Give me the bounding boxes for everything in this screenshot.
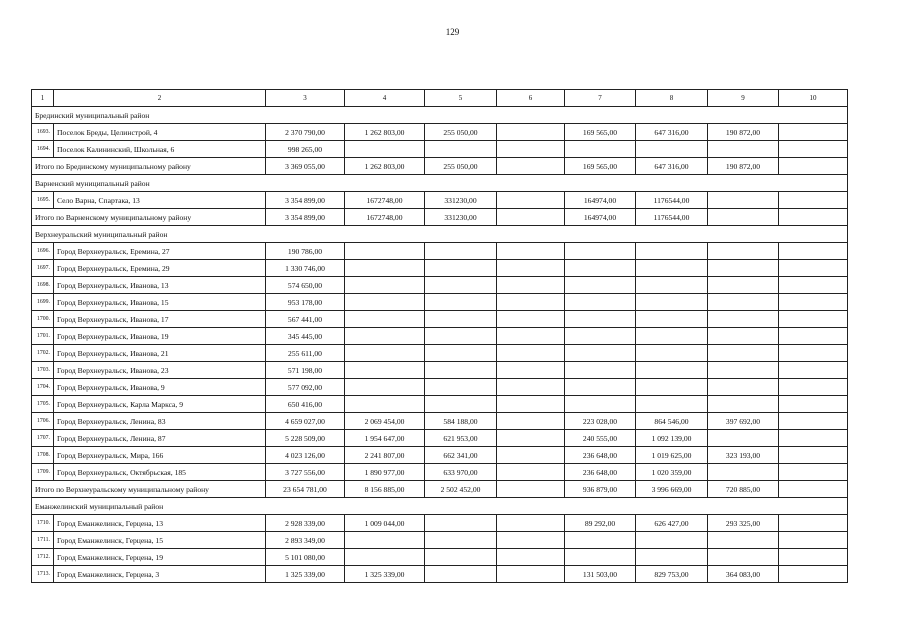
address-cell: Поселок Бреды, Целинстрой, 4 [54,124,266,141]
amount-cell: 633 970,00 [425,464,497,481]
amount-cell [708,430,779,447]
amount-cell [565,243,636,260]
amount-cell [425,260,497,277]
district-section-row [32,175,848,192]
amount-cell [497,209,565,226]
table-row [32,413,848,430]
row-number: 1713. [32,566,54,583]
amount-cell [636,311,708,328]
amount-cell: 190 786,00 [266,243,345,260]
amount-cell: 1176544,00 [636,209,708,226]
amount-cell: 345 445,00 [266,328,345,345]
address-cell: Поселок Калининский, Школьная, 6 [54,141,266,158]
column-header: 7 [565,90,636,107]
table-row [32,549,848,566]
amount-cell: 236 648,00 [565,447,636,464]
amount-cell [565,362,636,379]
address-cell: Город Еманжелинск, Герцена, 15 [54,532,266,549]
amount-cell [708,209,779,226]
amount-cell: 662 341,00 [425,447,497,464]
amount-cell: 1 262 803,00 [345,158,425,175]
column-number-row [32,90,848,107]
address-cell: Город Верхнеуральск, Иванова, 21 [54,345,266,362]
amount-cell: 2 069 454,00 [345,413,425,430]
district-name: Еманжелинский муниципальный район [32,498,848,515]
amount-cell [497,515,565,532]
amount-cell: 621 953,00 [425,430,497,447]
amount-cell [779,413,848,430]
row-number: 1694. [32,141,54,158]
district-total-row [32,158,848,175]
address-cell: Город Верхнеуральск, Ленина, 83 [54,413,266,430]
amount-cell [497,549,565,566]
amount-cell [636,345,708,362]
row-number: 1696. [32,243,54,260]
amount-cell: 23 654 781,00 [266,481,345,498]
amount-cell: 571 198,00 [266,362,345,379]
district-name: Верхнеуральский муниципальный район [32,226,848,243]
amount-cell [708,362,779,379]
amount-cell [779,566,848,583]
amount-cell: 1 019 625,00 [636,447,708,464]
amount-cell [565,532,636,549]
amount-cell: 4 659 027,00 [266,413,345,430]
amount-cell: 131 503,00 [565,566,636,583]
amount-cell [497,243,565,260]
amount-cell: 223 028,00 [565,413,636,430]
address-cell: Город Еманжелинск, Герцена, 13 [54,515,266,532]
address-cell: Город Верхнеуральск, Иванова, 15 [54,294,266,311]
amount-cell [565,396,636,413]
amount-cell [636,328,708,345]
amount-cell [497,192,565,209]
amount-cell [425,532,497,549]
amount-cell [497,294,565,311]
amount-cell [708,345,779,362]
amount-cell: 1 890 977,00 [345,464,425,481]
row-number: 1707. [32,430,54,447]
amount-cell [345,549,425,566]
column-header: 9 [708,90,779,107]
amount-cell [565,260,636,277]
amount-cell [779,243,848,260]
row-number: 1711. [32,532,54,549]
address-cell: Город Верхнеуральск, Еремина, 29 [54,260,266,277]
amount-cell [708,464,779,481]
amount-cell [708,141,779,158]
amount-cell [708,260,779,277]
amount-cell: 1 325 339,00 [266,566,345,583]
amount-cell [425,311,497,328]
amount-cell: 2 928 339,00 [266,515,345,532]
row-number: 1699. [32,294,54,311]
amount-cell: 364 083,00 [708,566,779,583]
register-table [31,89,848,583]
amount-cell [779,396,848,413]
table-row [32,532,848,549]
address-cell: Город Верхнеуральск, Карла Маркса, 9 [54,396,266,413]
table-row [32,515,848,532]
amount-cell [425,396,497,413]
amount-cell: 3 369 055,00 [266,158,345,175]
amount-cell [779,328,848,345]
amount-cell [565,277,636,294]
table-row [32,396,848,413]
amount-cell [497,328,565,345]
amount-cell [636,260,708,277]
amount-cell [779,549,848,566]
row-number: 1697. [32,260,54,277]
amount-cell [425,515,497,532]
amount-cell [345,294,425,311]
district-section-row [32,498,848,515]
amount-cell [636,532,708,549]
row-number: 1710. [32,515,54,532]
amount-cell: 8 156 885,00 [345,481,425,498]
amount-cell: 1 092 139,00 [636,430,708,447]
amount-cell [425,566,497,583]
amount-cell [345,532,425,549]
table-row [32,260,848,277]
page-number: 129 [445,27,460,37]
amount-cell: 331230,00 [425,209,497,226]
amount-cell: 1 262 803,00 [345,124,425,141]
amount-cell [497,379,565,396]
amount-cell [345,277,425,294]
amount-cell [497,124,565,141]
amount-cell [497,158,565,175]
amount-cell [497,464,565,481]
amount-cell [565,294,636,311]
amount-cell: 236 648,00 [565,464,636,481]
amount-cell [345,260,425,277]
table-row [32,464,848,481]
total-label: Итого по Верхнеуральскому муниципальному району [32,481,266,498]
column-header: 3 [266,90,345,107]
amount-cell [497,481,565,498]
column-header: 1 [32,90,54,107]
row-number: 1705. [32,396,54,413]
table-body [32,90,848,583]
total-label: Итого по Брединскому муниципальному району [32,158,266,175]
table-row [32,141,848,158]
amount-cell [425,277,497,294]
amount-cell: 2 241 807,00 [345,447,425,464]
amount-cell [345,328,425,345]
amount-cell: 864 546,00 [636,413,708,430]
amount-cell: 255 050,00 [425,158,497,175]
amount-cell [425,243,497,260]
amount-cell: 2 370 790,00 [266,124,345,141]
amount-cell [497,396,565,413]
amount-cell: 255 050,00 [425,124,497,141]
amount-cell [497,345,565,362]
amount-cell: 5 228 509,00 [266,430,345,447]
table-row [32,328,848,345]
amount-cell [497,277,565,294]
amount-cell [779,124,848,141]
amount-cell: 5 101 080,00 [266,549,345,566]
amount-cell [497,532,565,549]
amount-cell [779,362,848,379]
row-number: 1712. [32,549,54,566]
table-row [32,566,848,583]
amount-cell: 574 650,00 [266,277,345,294]
amount-cell [497,413,565,430]
amount-cell: 650 416,00 [266,396,345,413]
amount-cell [708,549,779,566]
column-header: 2 [54,90,266,107]
address-cell: Город Верхнеуральск, Еремина, 27 [54,243,266,260]
amount-cell [345,311,425,328]
amount-cell [345,141,425,158]
total-label: Итого по Варненскому муниципальному району [32,209,266,226]
amount-cell [708,379,779,396]
amount-cell: 2 502 452,00 [425,481,497,498]
amount-cell [708,277,779,294]
column-header: 10 [779,90,848,107]
amount-cell [425,362,497,379]
amount-cell [779,260,848,277]
amount-cell [425,379,497,396]
amount-cell: 169 565,00 [565,158,636,175]
amount-cell: 3 354 899,00 [266,192,345,209]
amount-cell [708,328,779,345]
amount-cell [345,379,425,396]
amount-cell [565,379,636,396]
amount-cell: 647 316,00 [636,124,708,141]
amount-cell [779,430,848,447]
amount-cell: 1 330 746,00 [266,260,345,277]
amount-cell: 4 023 126,00 [266,447,345,464]
row-number: 1708. [32,447,54,464]
amount-cell [565,141,636,158]
district-name: Брединский муниципальный район [32,107,848,124]
amount-cell: 1 325 339,00 [345,566,425,583]
table-row [32,294,848,311]
amount-cell [708,396,779,413]
amount-cell [636,396,708,413]
amount-cell [497,141,565,158]
amount-cell [636,379,708,396]
district-total-row [32,209,848,226]
amount-cell [565,311,636,328]
amount-cell: 829 753,00 [636,566,708,583]
amount-cell [497,311,565,328]
amount-cell [565,345,636,362]
amount-cell: 331230,00 [425,192,497,209]
amount-cell: 3 727 556,00 [266,464,345,481]
amount-cell: 584 188,00 [425,413,497,430]
column-header: 4 [345,90,425,107]
amount-cell [425,141,497,158]
district-total-row [32,481,848,498]
amount-cell [636,277,708,294]
amount-cell [779,532,848,549]
amount-cell [636,294,708,311]
district-name: Варненский муниципальный район [32,175,848,192]
amount-cell: 3 996 669,00 [636,481,708,498]
amount-cell [708,294,779,311]
address-cell: Город Еманжелинск, Герцена, 3 [54,566,266,583]
table-row [32,362,848,379]
amount-cell [779,464,848,481]
amount-cell: 953 178,00 [266,294,345,311]
row-number: 1706. [32,413,54,430]
table-row [32,447,848,464]
amount-cell: 397 692,00 [708,413,779,430]
amount-cell: 1 020 359,00 [636,464,708,481]
row-number: 1700. [32,311,54,328]
amount-cell: 626 427,00 [636,515,708,532]
amount-cell [345,396,425,413]
amount-cell: 1 009 044,00 [345,515,425,532]
row-number: 1698. [32,277,54,294]
row-number: 1703. [32,362,54,379]
amount-cell [425,328,497,345]
amount-cell [497,447,565,464]
amount-cell [779,345,848,362]
amount-cell: 164974,00 [565,209,636,226]
amount-cell [497,362,565,379]
address-cell: Город Верхнеуральск, Иванова, 13 [54,277,266,294]
row-number: 1704. [32,379,54,396]
amount-cell [425,294,497,311]
amount-cell [497,566,565,583]
amount-cell: 1 954 647,00 [345,430,425,447]
amount-cell [497,260,565,277]
column-header: 6 [497,90,565,107]
amount-cell [345,345,425,362]
table-row [32,345,848,362]
amount-cell [636,243,708,260]
amount-cell: 89 292,00 [565,515,636,532]
amount-cell: 255 611,00 [266,345,345,362]
amount-cell [636,549,708,566]
address-cell: Село Варна, Спартака, 13 [54,192,266,209]
amount-cell: 567 441,00 [266,311,345,328]
address-cell: Город Верхнеуральск, Иванова, 9 [54,379,266,396]
amount-cell [636,362,708,379]
amount-cell [497,430,565,447]
amount-cell [565,549,636,566]
amount-cell: 240 555,00 [565,430,636,447]
amount-cell: 190 872,00 [708,124,779,141]
table-row [32,192,848,209]
column-header: 5 [425,90,497,107]
amount-cell [779,481,848,498]
amount-cell: 3 354 899,00 [266,209,345,226]
amount-cell [779,277,848,294]
district-section-row [32,226,848,243]
address-cell: Город Еманжелинск, Герцена, 19 [54,549,266,566]
amount-cell [425,345,497,362]
address-cell: Город Верхнеуральск, Иванова, 19 [54,328,266,345]
address-cell: Город Верхнеуральск, Ленина, 87 [54,430,266,447]
amount-cell: 323 193,00 [708,447,779,464]
amount-cell [345,362,425,379]
row-number: 1702. [32,345,54,362]
table-row [32,277,848,294]
amount-cell: 1672748,00 [345,209,425,226]
amount-cell [779,447,848,464]
amount-cell [425,549,497,566]
amount-cell: 293 325,00 [708,515,779,532]
district-section-row [32,107,848,124]
amount-cell: 936 879,00 [565,481,636,498]
amount-cell: 998 265,00 [266,141,345,158]
amount-cell [779,515,848,532]
amount-cell: 2 893 349,00 [266,532,345,549]
table-row [32,379,848,396]
table-row [32,243,848,260]
table-row [32,124,848,141]
amount-cell [779,294,848,311]
address-cell: Город Верхнеуральск, Иванова, 23 [54,362,266,379]
amount-cell [779,192,848,209]
column-header: 8 [636,90,708,107]
amount-cell [565,328,636,345]
amount-cell: 1672748,00 [345,192,425,209]
amount-cell [779,311,848,328]
amount-cell: 720 885,00 [708,481,779,498]
amount-cell: 169 565,00 [565,124,636,141]
address-cell: Город Верхнеуральск, Мира, 166 [54,447,266,464]
amount-cell [779,158,848,175]
table-row [32,311,848,328]
amount-cell [779,141,848,158]
amount-cell: 647 316,00 [636,158,708,175]
amount-cell: 190 872,00 [708,158,779,175]
amount-cell: 577 092,00 [266,379,345,396]
address-cell: Город Верхнеуральск, Иванова, 17 [54,311,266,328]
amount-cell [708,192,779,209]
amount-cell [779,379,848,396]
amount-cell [779,209,848,226]
amount-cell: 1176544,00 [636,192,708,209]
address-cell: Город Верхнеуральск, Октябрьская, 185 [54,464,266,481]
amount-cell [708,532,779,549]
amount-cell: 164974,00 [565,192,636,209]
row-number: 1693. [32,124,54,141]
amount-cell [345,243,425,260]
row-number: 1709. [32,464,54,481]
amount-cell [708,243,779,260]
amount-cell [636,141,708,158]
row-number: 1701. [32,328,54,345]
amount-cell [708,311,779,328]
table-row [32,430,848,447]
row-number: 1695. [32,192,54,209]
